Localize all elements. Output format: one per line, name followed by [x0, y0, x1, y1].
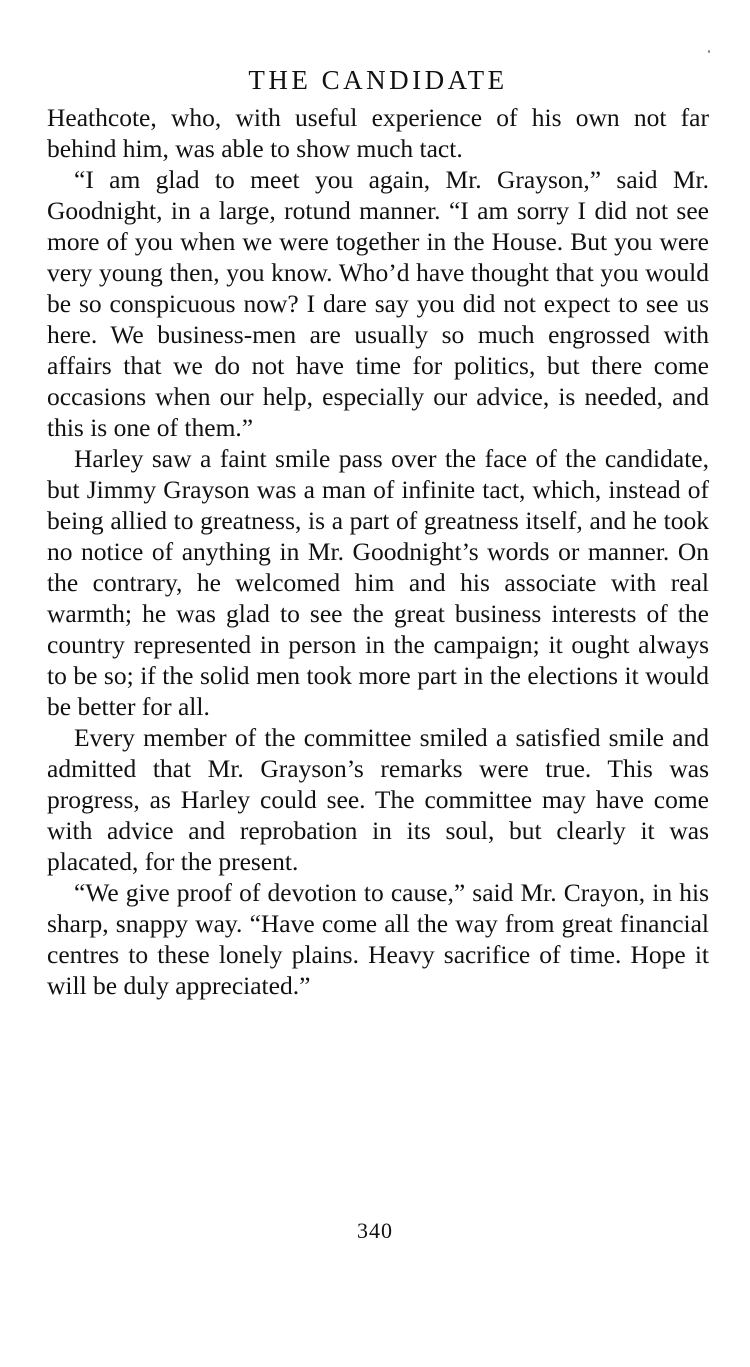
paragraph-committee-reaction: Every member of the committee smiled a satisfied smile and admitted that Mr. Grayson’s remarks were true. This was progress, as Harley could see. The committee may have come with advice and reprobation in its soul, but clearly it was placated, for the present. — [47, 723, 709, 876]
paragraph-crayon-speech: “We give proof of devotion to cause,” said Mr. Crayon, in his sharp, snappy way. “Have come all the way from great financial centres to these lonely plains. Heavy sacrifice of time. Hope it will be duly appreciated.” — [47, 878, 709, 1000]
paragraph-continued: Heathcote, who, with useful experience of his own not far behind him, was able to show much tact. — [47, 103, 709, 163]
paragraph-grayson-response: Harley saw a faint smile pass over the face of the candidate, but Jimmy Grayson was a man of infinite tact, which, instead of being allied to greatness, is a part of greatness itself, and he took no notice of anything in Mr. Goodnight’s words or manner. On the contrary, he welcomed him and his associate with real warmth; he was glad to see the great business interests of the country represented in person in the campaign; it ought always to be so; if the solid men took more part in the elections it would be better for all. — [47, 444, 709, 721]
paragraph-goodnight-speech: “I am glad to meet you again, Mr. Grayson,” said Mr. Goodnight, in a large, rotund manner. “I am sorry I did not see more of you when we were together in the House. But you were very young then, you know. Who’d have thought that you would be so conspicuous now? I dare say you did not expect to see us here. We business-men are usually so much engrossed with affairs that we do not have time for politics, but there come occasions when our help, especially our advice, is needed, and this is one of them.” — [47, 165, 709, 442]
scan-speck — [708, 50, 710, 53]
running-head: THE CANDIDATE — [248, 65, 508, 95]
page-number: 340 — [357, 1218, 393, 1243]
book-page — [47, 60, 709, 1001]
